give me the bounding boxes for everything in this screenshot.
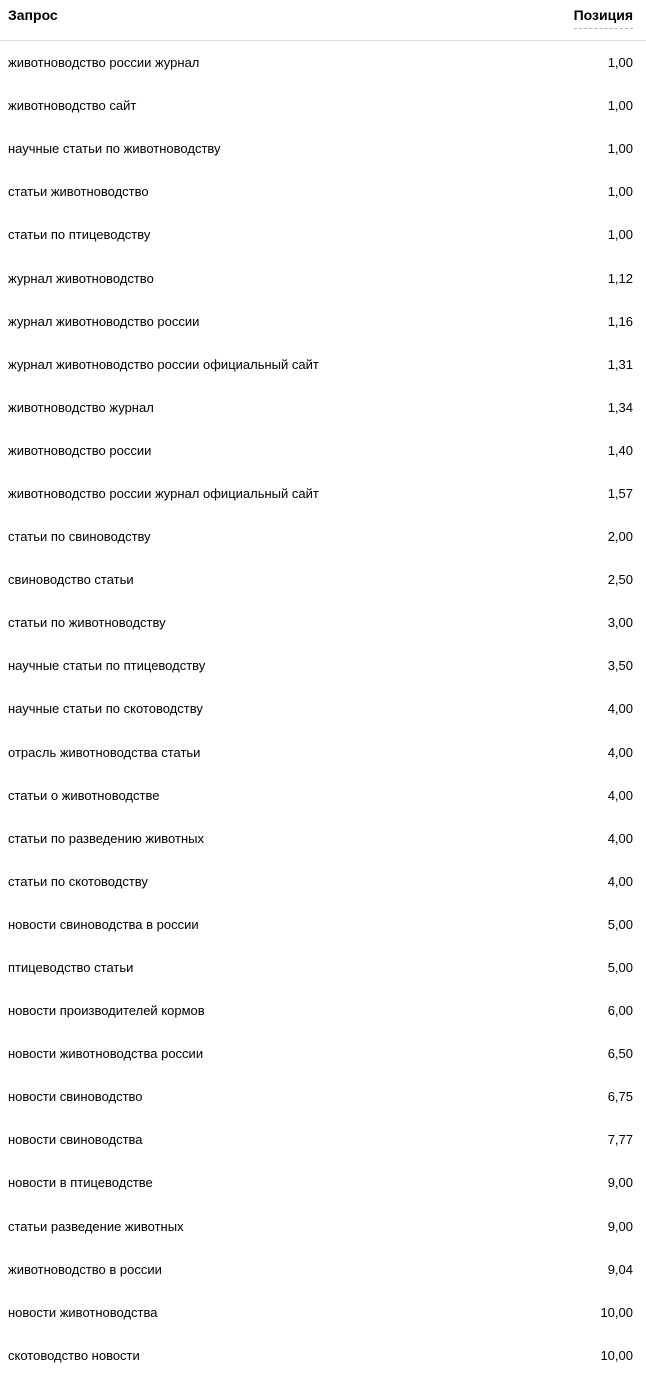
table-header-row bbox=[0, 0, 646, 41]
table-row bbox=[0, 774, 646, 817]
table-row bbox=[0, 558, 646, 601]
position-cell: 1,00 bbox=[607, 227, 633, 243]
table-row bbox=[0, 1334, 646, 1377]
column-header-query: Запрос bbox=[8, 7, 58, 23]
table-row bbox=[0, 472, 646, 515]
position-cell: 7,77 bbox=[607, 1132, 633, 1148]
position-cell: 1,34 bbox=[607, 399, 633, 415]
table-row bbox=[0, 1291, 646, 1334]
query-cell: новости животноводства россии bbox=[8, 1046, 204, 1062]
position-cell: 4,00 bbox=[607, 830, 633, 846]
query-cell: статьи животноводство bbox=[8, 184, 149, 200]
query-cell: скотоводство новости bbox=[8, 1347, 140, 1363]
position-cell: 4,00 bbox=[607, 873, 633, 889]
table-row bbox=[0, 213, 646, 256]
table-row bbox=[0, 41, 646, 84]
table-row bbox=[0, 1205, 646, 1248]
table-row bbox=[0, 644, 646, 687]
query-cell: новости производителей кормов bbox=[8, 1003, 205, 1019]
query-cell: научные статьи по скотоводству bbox=[8, 701, 203, 717]
position-cell: 6,50 bbox=[607, 1046, 633, 1062]
table-row bbox=[0, 731, 646, 774]
table-row bbox=[0, 84, 646, 127]
query-cell: новости животноводства bbox=[8, 1304, 158, 1320]
position-cell: 6,75 bbox=[607, 1089, 633, 1105]
table-row bbox=[0, 127, 646, 170]
table-row bbox=[0, 903, 646, 946]
table-row bbox=[0, 1032, 646, 1075]
position-cell: 1,00 bbox=[607, 98, 633, 114]
query-cell: журнал животноводство россии официальный сайт bbox=[8, 356, 319, 372]
position-cell: 4,00 bbox=[607, 701, 633, 717]
table-row bbox=[0, 170, 646, 213]
query-cell: птицеводство статьи bbox=[8, 960, 134, 976]
query-cell: отрасль животноводства статьи bbox=[8, 744, 201, 760]
query-cell: журнал животноводство bbox=[8, 270, 154, 286]
query-cell: животноводство сайт bbox=[8, 98, 137, 114]
table-row bbox=[0, 343, 646, 386]
table-row bbox=[0, 256, 646, 299]
query-cell: статьи разведение животных bbox=[8, 1218, 184, 1234]
query-cell: статьи по птицеводству bbox=[8, 227, 151, 243]
table-row bbox=[0, 1075, 646, 1118]
position-cell: 1,00 bbox=[607, 55, 633, 71]
position-cell: 5,00 bbox=[607, 916, 633, 932]
position-cell: 10,00 bbox=[600, 1304, 633, 1320]
query-cell: журнал животноводство россии bbox=[8, 313, 200, 329]
query-cell: новости свиноводства bbox=[8, 1132, 143, 1148]
table-row bbox=[0, 300, 646, 343]
column-header-position[interactable]: Позиция bbox=[574, 7, 633, 29]
query-cell: животноводство россии bbox=[8, 442, 152, 458]
position-cell: 9,04 bbox=[607, 1261, 633, 1277]
table-row bbox=[0, 386, 646, 429]
table-row bbox=[0, 429, 646, 472]
query-cell: свиноводство статьи bbox=[8, 572, 134, 588]
query-cell: статьи по скотоводству bbox=[8, 873, 148, 889]
query-cell: животноводство журнал bbox=[8, 399, 154, 415]
table-body bbox=[0, 41, 646, 1377]
position-cell: 1,31 bbox=[607, 356, 633, 372]
position-cell: 9,00 bbox=[607, 1175, 633, 1191]
table-row bbox=[0, 515, 646, 558]
table-row bbox=[0, 860, 646, 903]
table-row bbox=[0, 687, 646, 730]
position-cell: 4,00 bbox=[607, 744, 633, 760]
query-cell: новости свиноводства в россии bbox=[8, 916, 199, 932]
table-row bbox=[0, 1118, 646, 1161]
position-cell: 2,50 bbox=[607, 572, 633, 588]
table-row bbox=[0, 1248, 646, 1291]
query-cell: статьи по разведению животных bbox=[8, 830, 204, 846]
query-cell: животноводство в россии bbox=[8, 1261, 162, 1277]
position-cell: 10,00 bbox=[600, 1347, 633, 1363]
position-cell: 1,00 bbox=[607, 141, 633, 157]
position-cell: 6,00 bbox=[607, 1003, 633, 1019]
position-cell: 1,00 bbox=[607, 184, 633, 200]
position-cell: 1,16 bbox=[607, 313, 633, 329]
table-row bbox=[0, 1161, 646, 1204]
query-cell: научные статьи по птицеводству bbox=[8, 658, 206, 674]
query-cell: новости в птицеводстве bbox=[8, 1175, 153, 1191]
position-cell: 3,50 bbox=[607, 658, 633, 674]
position-cell: 3,00 bbox=[607, 615, 633, 631]
table-row bbox=[0, 601, 646, 644]
table-row bbox=[0, 817, 646, 860]
query-cell: животноводство россии журнал bbox=[8, 55, 200, 71]
query-cell: статьи о животноводстве bbox=[8, 787, 160, 803]
table-row bbox=[0, 946, 646, 989]
position-cell: 9,00 bbox=[607, 1218, 633, 1234]
query-cell: статьи по свиноводству bbox=[8, 529, 151, 545]
table-row bbox=[0, 989, 646, 1032]
position-cell: 1,40 bbox=[607, 442, 633, 458]
position-cell: 5,00 bbox=[607, 960, 633, 976]
position-cell: 4,00 bbox=[607, 787, 633, 803]
query-cell: животноводство россии журнал официальный сайт bbox=[8, 485, 319, 501]
query-cell: статьи по животноводству bbox=[8, 615, 166, 631]
position-cell: 1,57 bbox=[607, 485, 633, 501]
query-cell: новости свиноводство bbox=[8, 1089, 143, 1105]
position-cell: 2,00 bbox=[607, 529, 633, 545]
query-cell: научные статьи по животноводству bbox=[8, 141, 221, 157]
position-cell: 1,12 bbox=[607, 270, 633, 286]
